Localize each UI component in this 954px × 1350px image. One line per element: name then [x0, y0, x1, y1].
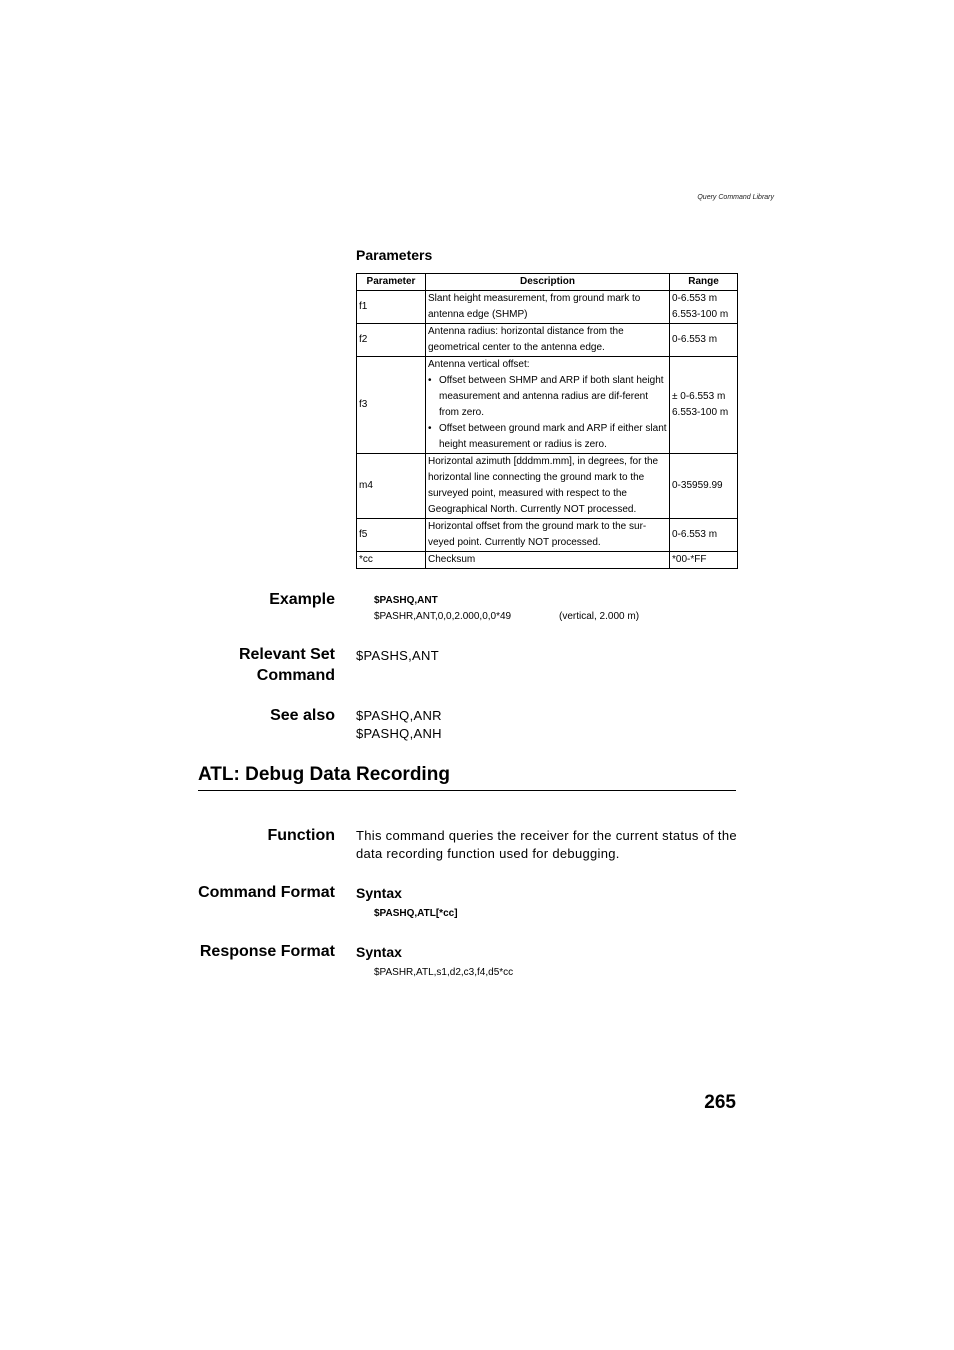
range-cell: *00-*FF: [670, 552, 738, 569]
description-cell: [426, 357, 670, 454]
bullet-item: • Offset between SHMP and ARP if both slant height measurement and antenna radius are dif-ferent from zero.: [428, 373, 667, 421]
table-row: [357, 454, 738, 519]
see-also-item: $PASHQ,ANR: [356, 708, 442, 723]
column-header-parameter: Parameter: [357, 274, 426, 291]
relevant-set-label-line2: Command: [256, 667, 335, 684]
running-header: Query Command Library: [697, 194, 774, 201]
description-cell: Slant height measurement, from ground mark to antenna edge (SHMP): [426, 291, 670, 324]
column-header-description: Description: [426, 274, 670, 291]
range-cell: 0-6.553 m: [670, 519, 738, 552]
section-title: ATL: Debug Data Recording: [198, 764, 736, 791]
table-row: [357, 324, 738, 357]
column-header-range: Range: [670, 274, 738, 291]
description-cell: Horizontal azimuth [dddmm.mm], in degrees, for the horizontal line connecting the ground mark to the surveyed point, measured with respect to the Geographical North. Currently NOT processed.: [426, 454, 670, 519]
param-cell: f1: [357, 291, 426, 324]
description-cell: Checksum: [426, 552, 670, 569]
table-row: [357, 357, 738, 454]
bullet-list: [428, 373, 667, 453]
see-also-list: [356, 707, 442, 743]
response-format-label: Response Format: [199, 943, 335, 960]
description-intro: Antenna vertical offset:: [428, 359, 530, 370]
table-row: [357, 519, 738, 552]
range-cell: [670, 357, 738, 454]
bullet-item: • Offset between ground mark and ARP if either slant height measurement or radius is zero.: [428, 421, 667, 453]
see-also-item: $PASHQ,ANH: [356, 726, 442, 741]
param-cell: f2: [357, 324, 426, 357]
range-value: 6.553-100 m: [672, 407, 729, 418]
see-also-label: See also: [270, 707, 335, 724]
range-value: ± 0-6.553 m: [672, 391, 726, 402]
range-value: 0-6.553 m: [672, 293, 718, 304]
response-format-syntax: $PASHR,ATL,s1,d2,c3,f4,d5*cc: [374, 967, 514, 978]
param-cell: m4: [357, 454, 426, 519]
table-row: [357, 552, 738, 569]
relevant-set-label: [175, 644, 335, 686]
function-label: Function: [267, 827, 335, 844]
command-format-label: Command Format: [198, 884, 335, 901]
relevant-set-label-line1: Relevant Set: [238, 646, 335, 663]
parameters-heading: Parameters: [356, 247, 433, 263]
param-cell: f3: [357, 357, 426, 454]
function-text: This command queries the receiver for the current status of the data recording function used for debugging.: [356, 828, 737, 861]
table-header-row: [357, 274, 738, 291]
page-number: 265: [704, 1092, 736, 1113]
range-cell: 0-35959.99: [670, 454, 738, 519]
description-cell: Horizontal offset from the ground mark to the sur-veyed point. Currently NOT processed.: [426, 519, 670, 552]
example-query: $PASHQ,ANT: [374, 595, 438, 606]
param-cell: *cc: [357, 552, 426, 569]
example-comment: (vertical, 2.000 m): [559, 611, 640, 622]
example-response: $PASHR,ANT,0,0,2.000,0,0*49: [374, 611, 512, 622]
example-label: Example: [269, 591, 335, 608]
description-cell: Antenna radius: horizontal distance from the geometrical center to the antenna edge.: [426, 324, 670, 357]
range-cell: [670, 291, 738, 324]
relevant-set-value: $PASHS,ANT: [356, 648, 439, 663]
param-cell: f5: [357, 519, 426, 552]
response-format-syntax-heading: Syntax: [356, 944, 402, 960]
range-value: 6.553-100 m: [672, 309, 729, 320]
range-cell: 0-6.553 m: [670, 324, 738, 357]
command-format-syntax-heading: Syntax: [356, 885, 402, 901]
table-row: [357, 291, 738, 324]
parameters-table: [356, 273, 738, 569]
command-format-syntax: $PASHQ,ATL[*cc]: [374, 908, 458, 919]
